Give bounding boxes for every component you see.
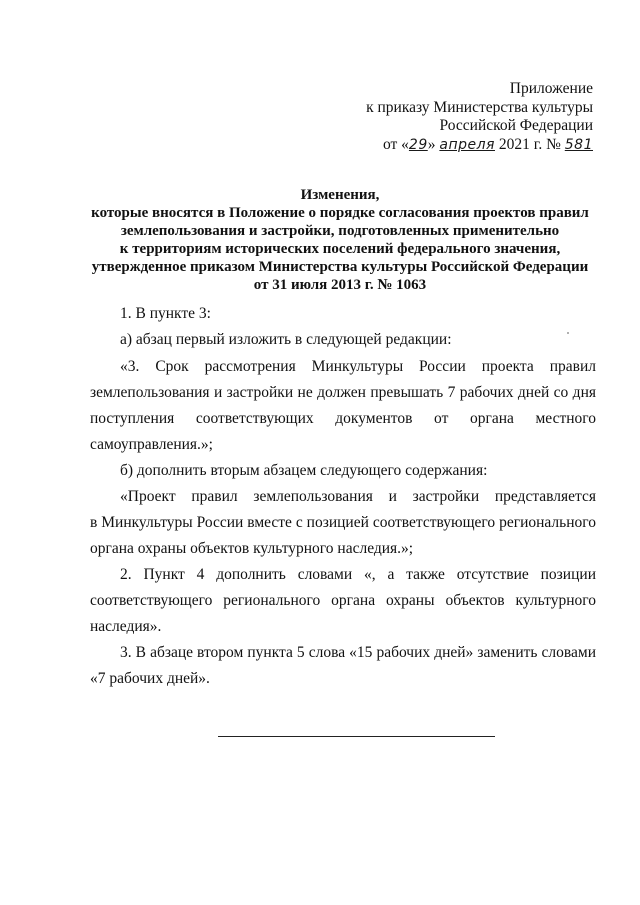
item-1-heading: 1. В пункте 3: (120, 305, 211, 322)
quote-3-line-2: землепользования и застройки не должен превышать 7 рабочих дней со дня (90, 384, 596, 401)
quote-project-line-2: в Минкультуры России вместе с позицией соответствующего регионального (90, 514, 596, 531)
title-line-3: землепользования и застройки, подготовленных применительно (120, 223, 560, 239)
title-line-5: утвержденное приказом Министерства культуры Российской Федерации (91, 259, 589, 275)
appendix-header (366, 80, 593, 154)
item-2-line-2: соответствующего регионального органа охраны объектов культурного (90, 592, 596, 609)
title-line-6: от 31 июля 2013 г. № 1063 (253, 277, 427, 293)
document-title (60, 186, 620, 294)
handwritten-month: апреля (439, 136, 495, 153)
item-3-line-2: «7 рабочих дней». (90, 670, 210, 687)
title-line-2: которые вносятся в Положение о порядке согласования проектов правил (91, 205, 589, 221)
handwritten-order-number: 581 (564, 136, 593, 153)
appendix-order-ref: к приказу Министерства культуры (366, 98, 593, 116)
appendix-date-line: от «29» апреля 2021 г. № 581 (382, 135, 593, 153)
quote-3-line-1: «3. Срок рассмотрения Минкультуры России проекта правил (120, 358, 596, 375)
title-line-4: к территориям исторических поселений федерального значения, (119, 241, 561, 257)
scan-speck (567, 332, 569, 334)
item-2-line-1: 2. Пункт 4 дополнить словами «, а также отсутствие позиции (120, 566, 596, 583)
item-1a: а) абзац первый изложить в следующей редакции: (120, 331, 452, 348)
quote-3-line-4: самоуправления.»; (90, 436, 213, 453)
item-3-line-1: 3. В абзаце втором пункта 5 слова «15 рабочих дней» заменить словами (120, 644, 596, 661)
end-separator-line (218, 736, 495, 737)
appendix-label: Приложение (509, 80, 593, 97)
quote-project-line-1: «Проект правил землепользования и застройки представляется (120, 488, 596, 505)
appendix-country: Российской Федерации (439, 117, 593, 134)
item-2-line-3: наследия». (90, 618, 162, 635)
handwritten-day: 29 (408, 136, 428, 153)
quote-3-line-3: поступления соответствующих документов от органа местного (90, 410, 596, 427)
quote-project-line-3: органа охраны объектов культурного наследия.»; (90, 540, 414, 557)
item-1b: б) дополнить вторым абзацем следующего содержания: (120, 462, 488, 479)
title-line-1: Изменения, (300, 187, 380, 203)
